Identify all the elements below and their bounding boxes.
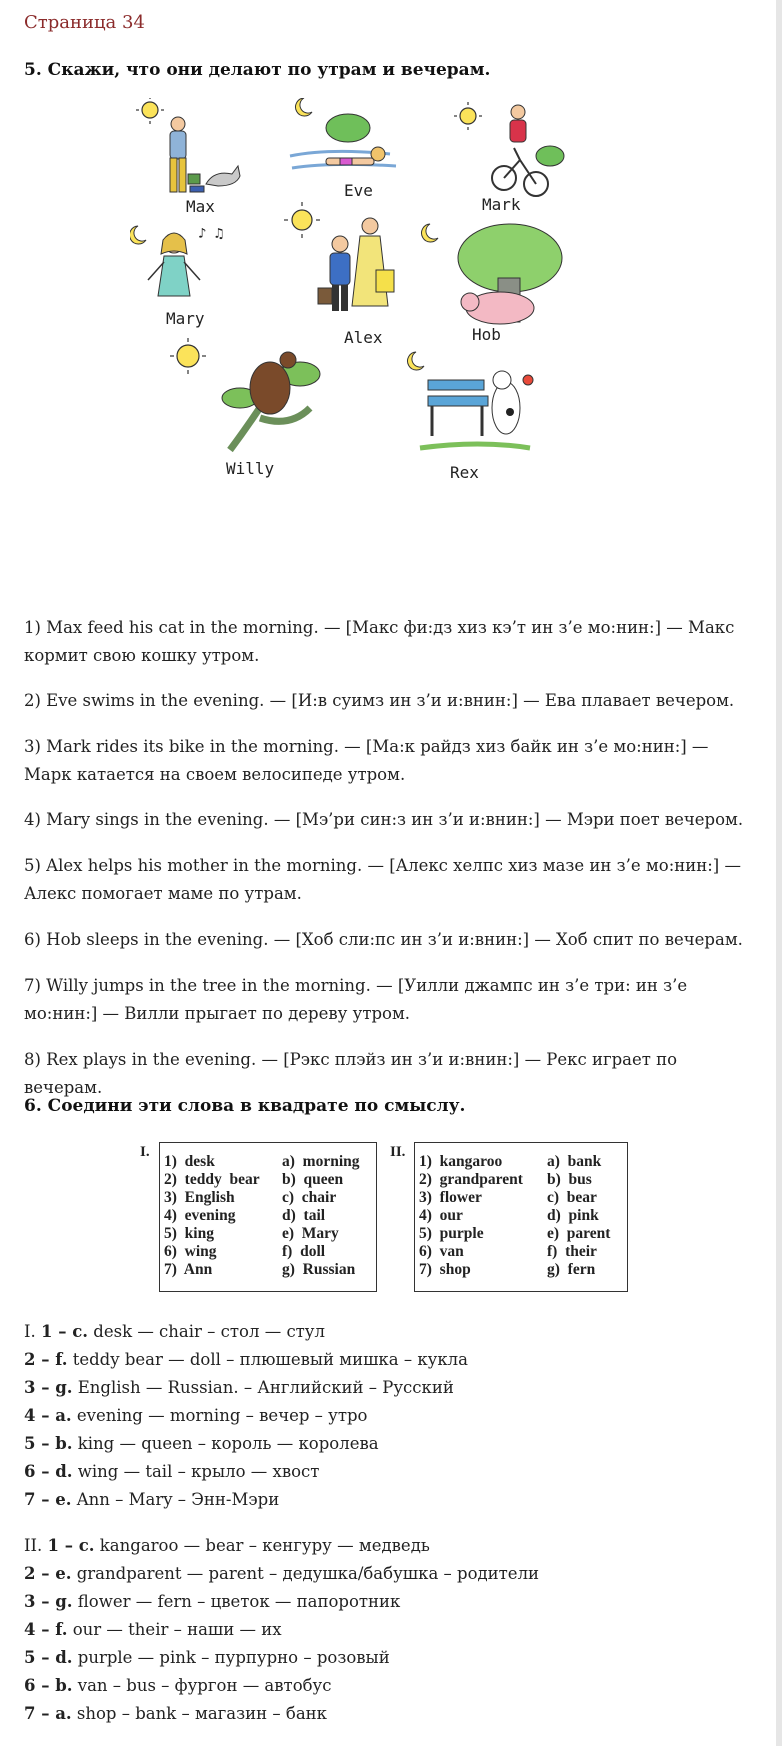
sentence-3: 3) Mark rides its bike in the morning. — [Ма:к райдз хиз байк ин з’е мо:нин:] — Марк катается на своем велосипеде утром. <box>24 737 709 784</box>
sentence-1: 1) Max feed his cat in the morning. — [Макс фи:дз хиз кэ’т ин з’е мо:нин:] — Макс кормит свою кошку утром. <box>24 618 735 665</box>
answer-text: desk — chair – стол — стул <box>88 1322 326 1341</box>
box-1-right-6: f) doll <box>282 1243 326 1260</box>
answer-key: 1 – c. <box>41 1322 89 1341</box>
answer-2-2 <box>24 1560 539 1588</box>
answer-text: king — queen – король — королева <box>72 1434 379 1453</box>
box-2-right-1: a) bank <box>547 1153 602 1170</box>
answer-1-1 <box>24 1318 325 1346</box>
answer-key: 6 – b. <box>24 1676 73 1695</box>
eve-scene <box>290 98 396 168</box>
sentence-7: 7) Willy jumps in the tree in the morning. — [Уилли джампс ин з’е три: ин з’е мо:нин:] — Вилли прыгает по дереву утром. <box>24 976 688 1023</box>
answer-prefix: I. <box>24 1322 42 1341</box>
willy-scene <box>170 338 320 450</box>
label-max: Max <box>186 197 215 216</box>
box-1-left-2: 2) teddy bear <box>164 1171 260 1188</box>
answer-key: 5 – d. <box>24 1648 73 1667</box>
box-1-right-4: d) tail <box>282 1207 326 1224</box>
answer-text: kangaroo — bear – кенгуру — медведь <box>94 1536 430 1555</box>
answer-2-5 <box>24 1644 390 1672</box>
box-2-label: II. <box>390 1144 406 1160</box>
box-1-left-7: 7) Ann <box>164 1261 213 1278</box>
box-2-right-4: d) pink <box>547 1207 599 1224</box>
label-willy: Willy <box>226 459 275 478</box>
answer-key: 5 – b. <box>24 1434 73 1453</box>
box-2-right-7: g) fern <box>547 1261 596 1278</box>
box-1-label: I. <box>140 1144 150 1160</box>
box-1-right-5: e) Mary <box>282 1225 339 1242</box>
box-1-left-4: 4) evening <box>164 1207 236 1224</box>
label-alex: Alex <box>344 328 383 347</box>
answer-2-1 <box>24 1532 430 1560</box>
answer-2-3 <box>24 1588 400 1616</box>
label-rex: Rex <box>450 463 479 482</box>
box-2-right-5: e) parent <box>547 1225 611 1242</box>
answer-text: wing — tail – крыло — хвост <box>72 1462 320 1481</box>
page-number: Страница 34 <box>24 12 145 33</box>
rex-scene <box>408 352 533 448</box>
box-2-left-3: 3) flower <box>419 1189 482 1206</box>
answer-text: teddy bear — doll – плюшевый мишка – кукла <box>67 1350 468 1369</box>
alex-scene <box>284 202 394 311</box>
box-2-left-5: 5) purple <box>419 1225 484 1242</box>
exercise-5-title: 5. Скажи, что они делают по утрам и вечерам. <box>24 60 491 80</box>
answer-text: grandparent — parent – дедушка/бабушка – родители <box>71 1564 540 1583</box>
scrollbar-track[interactable] <box>776 0 782 1746</box>
label-mark: Mark <box>482 195 521 214</box>
answer-key: 6 – d. <box>24 1462 73 1481</box>
label-mary: Mary <box>166 309 205 328</box>
box-2-right-6: f) their <box>547 1243 597 1260</box>
answer-key: 1 – c. <box>47 1536 95 1555</box>
answer-key: 3 – g. <box>24 1378 73 1397</box>
answer-key: 7 – e. <box>24 1490 72 1509</box>
mark-scene <box>454 102 564 196</box>
box-2-left-7: 7) shop <box>419 1261 471 1278</box>
answer-text: flower — fern – цветок — папоротник <box>72 1592 401 1611</box>
box-1-right-2: b) queen <box>282 1171 344 1188</box>
box-1-left-6: 6) wing <box>164 1243 217 1260</box>
box-1-right-7: g) Russian <box>282 1261 356 1278</box>
answer-text: English — Russian. – Английский – Русский <box>72 1378 454 1397</box>
answer-1-4 <box>24 1402 368 1430</box>
answer-1-7 <box>24 1486 279 1514</box>
box-2-right-3: c) bear <box>547 1189 597 1206</box>
sentence-6: 6) Hob sleeps in the evening. — [Хоб сли:пс ин з’и и:внин:] — Хоб спит по вечерам. <box>24 930 743 949</box>
answer-text: our — their – наши — их <box>67 1620 282 1639</box>
label-hob: Hob <box>472 325 501 344</box>
box-2-left-6: 6) van <box>419 1243 464 1260</box>
answer-2-7 <box>24 1700 327 1728</box>
answer-key: 4 – f. <box>24 1620 68 1639</box>
mary-scene <box>130 226 223 296</box>
answer-1-3 <box>24 1374 454 1402</box>
box-2-left-2: 2) grandparent <box>419 1171 523 1188</box>
illustration-svg <box>130 98 640 548</box>
box-2-left-4: 4) our <box>419 1207 463 1224</box>
answer-key: 3 – g. <box>24 1592 73 1611</box>
box-1-left-3: 3) English <box>164 1189 235 1206</box>
hob-scene <box>422 224 562 324</box>
answer-text: purple — pink – пурпурно – розовый <box>72 1648 390 1667</box>
answer-key: 2 – f. <box>24 1350 68 1369</box>
answer-text: van – bus – фургон — автобус <box>72 1676 332 1695</box>
word-box-1 <box>159 1142 377 1292</box>
answer-1-5 <box>24 1430 379 1458</box>
box-1-left-5: 5) king <box>164 1225 214 1242</box>
answer-1-6 <box>24 1458 319 1486</box>
exercise-6-title: 6. Соедини эти слова в квадрате по смыслу. <box>24 1096 466 1116</box>
answer-text: shop – bank – магазин – банк <box>71 1704 327 1723</box>
sentence-2: 2) Eve swims in the evening. — [И:в суимз ин з’и и:внин:] — Ева плавает вечером. <box>24 691 735 710</box>
box-1-right-3: c) chair <box>282 1189 337 1206</box>
sentence-4: 4) Mary sings in the evening. — [Мэ’ри син:з ин з’и и:внин:] — Мэри поет вечером. <box>24 810 744 829</box>
box-1-left-1: 1) desk <box>164 1153 215 1170</box>
answer-prefix: II. <box>24 1536 48 1555</box>
answer-key: 4 – a. <box>24 1406 72 1425</box>
svg-text:♪ ♫: ♪ ♫ <box>198 226 224 242</box>
box-2-right-2: b) bus <box>547 1171 592 1188</box>
answer-text: evening — morning – вечер – утро <box>71 1406 368 1425</box>
box-1-right-1: a) morning <box>282 1153 360 1170</box>
word-box-2 <box>414 1142 628 1292</box>
label-eve: Eve <box>344 181 373 200</box>
illustration <box>130 98 640 548</box>
answer-key: 2 – e. <box>24 1564 72 1583</box>
answer-2-6 <box>24 1672 332 1700</box>
answer-1-2 <box>24 1346 468 1374</box>
max-scene <box>136 98 240 192</box>
answer-key: 7 – a. <box>24 1704 72 1723</box>
box-2-left-1: 1) kangaroo <box>419 1153 503 1170</box>
answer-text: Ann – Mary – Энн-Мэри <box>71 1490 280 1509</box>
answer-2-4 <box>24 1616 282 1644</box>
sentence-5: 5) Alex helps his mother in the morning. — [Алекс хелпс хиз мазе ин з’е мо:нин:] — Алекс помогает маме по утрам. <box>24 856 741 903</box>
sentence-8: 8) Rex plays in the evening. — [Рэкс плэйз ин з’и и:внин:] — Рекс играет по вечерам. <box>24 1050 678 1097</box>
